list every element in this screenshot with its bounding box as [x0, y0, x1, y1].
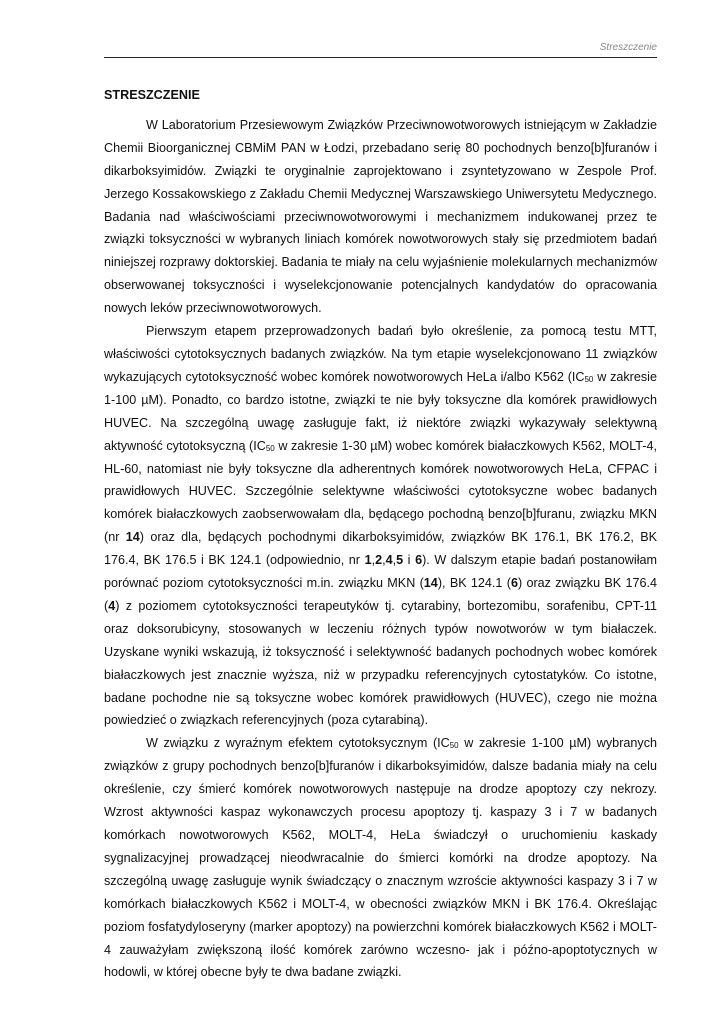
- text-run: ,: [392, 553, 397, 568]
- running-header: Streszczenie: [599, 42, 657, 53]
- paragraph-2: [104, 320, 657, 732]
- page-body: [104, 84, 657, 984]
- text-run: ,: [382, 553, 386, 568]
- text-run: ), BK 124.1 (: [437, 576, 511, 591]
- text-run: ) z poziomem cytotoksyczności terapeutyków tj. cytarabiny, bortezomibu, sorafenibu, CPT-11 oraz doksorubicyny, stosowanych w leczeniu różnych typów nowotworów w tym białaczek. Uzyskane wyniki wskazują, iż toksyczność i selektywność badanych pochodnych wobec komórek białaczkowych jest znacznie wyższa, niż w przypadku referencyjnych cytostatyków. Co istotne, badane pochodne nie są toksyczne wobec komórek prawidłowych (HUVEC), czego nie można powiedzieć o związkach referencyjnych (poza cytarabiną).: [104, 598, 657, 728]
- text-run: Pierwszym etapem przeprowadzonych badań było określenie, za pomocą testu MTT, właściwości cytotoksycznych badanych związków. Na tym etapie wyselekcjonowano 11 związków wykazujących cytotoksyczność wobec komórek nowotworowych HeLa i/albo K562 (IC: [104, 324, 657, 384]
- compound-number: 14: [423, 576, 438, 591]
- compound-number: 5: [396, 553, 404, 568]
- text-run: ) oraz dla, będących pochodnymi dikarboksyimidów, związków BK 176.1, BK 176.2, BK 176.4, BK 176.5 i BK 124.1 (odpowiednio, nr: [104, 530, 657, 568]
- subscript-50: 50: [265, 443, 275, 453]
- text-run: ). W dalszym etapie badań postanowiłam porównać poziom cytotoksyczności m.in. związku MKN (: [104, 553, 657, 591]
- text-run: w zakresie 1-100 µM) wybranych związków z grupy pochodnych benzo[b]furanów i dikarboksyimidów, dalsze badania miały na celu określenie, czy śmierć komórek nowotworowych następuje na drodze apoptozy czy nekrozy. Wzrost aktywności kaspaz wykonawczych procesu apoptozy tj. kaspazy 3 i 7 w badanych komórkach nowotworowych K562, MOLT-4, HeLa świadczył o uruchomieniu kaskady sygnalizacyjnej prowadzącej nieodwracalnie do śmierci komórki na drodze apoptozy. Na szczególną uwagę zasługuje wynik świadczący o znacznym wzroście aktywności kaspazy 3 i 7 w komórkach białaczkowych K562 i MOLT-4, w obecności związków MKN i BK 176.4. Określając poziom fosfatydyloseryny (marker apoptozy) na powierzchni komórek białaczkowych K562 i MOLT-4 zauważyłam zwiększoną ilość komórek zarówno wczesno- jak i późno-apoptotycznych w hodowli, w której obecne były te dwa badane związki.: [104, 736, 657, 980]
- text-run: i: [403, 553, 416, 568]
- paragraph-3: [104, 732, 657, 984]
- text-run: ) oraz związku BK 176.4 (: [104, 576, 657, 613]
- header-rule: [104, 57, 657, 58]
- compound-number: 6: [415, 553, 423, 568]
- compound-number: 2: [375, 553, 383, 568]
- compound-number: 14: [125, 530, 140, 545]
- compound-number: 4: [385, 553, 393, 568]
- compound-number: 6: [510, 576, 518, 591]
- paragraph-1: W Laboratorium Przesiewowym Związków Przeciwnowotworowych istniejącym w Zakładzie Chemii Bioorganicznej CBMiM PAN w Łodzi, przebadano serię 80 pochodnych benzo[b]furanów i dikarboksyimidów. Związki te oryginalnie zaprojektowano i zsyntetyzowano w Zespole Prof. Jerzego Kossakowskiego z Zakładu Chemii Medycznej Warszawskiego Uniwersytetu Medycznego. Badania nad właściwościami przeciwnowotworowymi i mechanizmem indukowanej przez te związki toksyczności w wybranych liniach komórek nowotworowych stały się przedmiotem badań niniejszej rozprawy doktorskiej. Badania te miały na celu wyjaśnienie molekularnych mechanizmów obserwowanej toksyczności i wyselekcjonowanie potencjalnych kandydatów do opracowania nowych leków przeciwnowotworowych.: [104, 117, 657, 316]
- subscript-50: 50: [449, 741, 459, 751]
- subscript-50: 50: [584, 374, 594, 384]
- text-run: W związku z wyraźnym efektem cytotoksycznym (IC: [146, 736, 450, 751]
- text-run: w zakresie 1-30 µM) wobec komórek białaczkowych K562, MOLT-4, HL-60, natomiast nie były toksyczne dla adherentnych komórek nowotworowych HeLa, CFPAC i prawidłowych HUVEC. Szczególnie selektywne właściwości cytotoksyczne wobec badanych komórek białaczkowych zaobserwowałam dla, będącego pochodną benzo[b]furanu, związku MKN (nr: [104, 438, 657, 545]
- text-run: w zakresie 1-100 µM). Ponadto, co bardzo istotne, związki te nie były toksyczne dla komórek prawidłowych HUVEC. Na szczególną uwagę zasługuje fakt, iż niektóre związki wykazywały selektywną aktywność cytotoksyczną (IC: [104, 369, 657, 453]
- section-title: STRESZCZENIE: [104, 88, 200, 102]
- compound-number: 4: [108, 598, 116, 613]
- compound-number: 1: [364, 553, 372, 568]
- text-run: ,: [371, 553, 376, 568]
